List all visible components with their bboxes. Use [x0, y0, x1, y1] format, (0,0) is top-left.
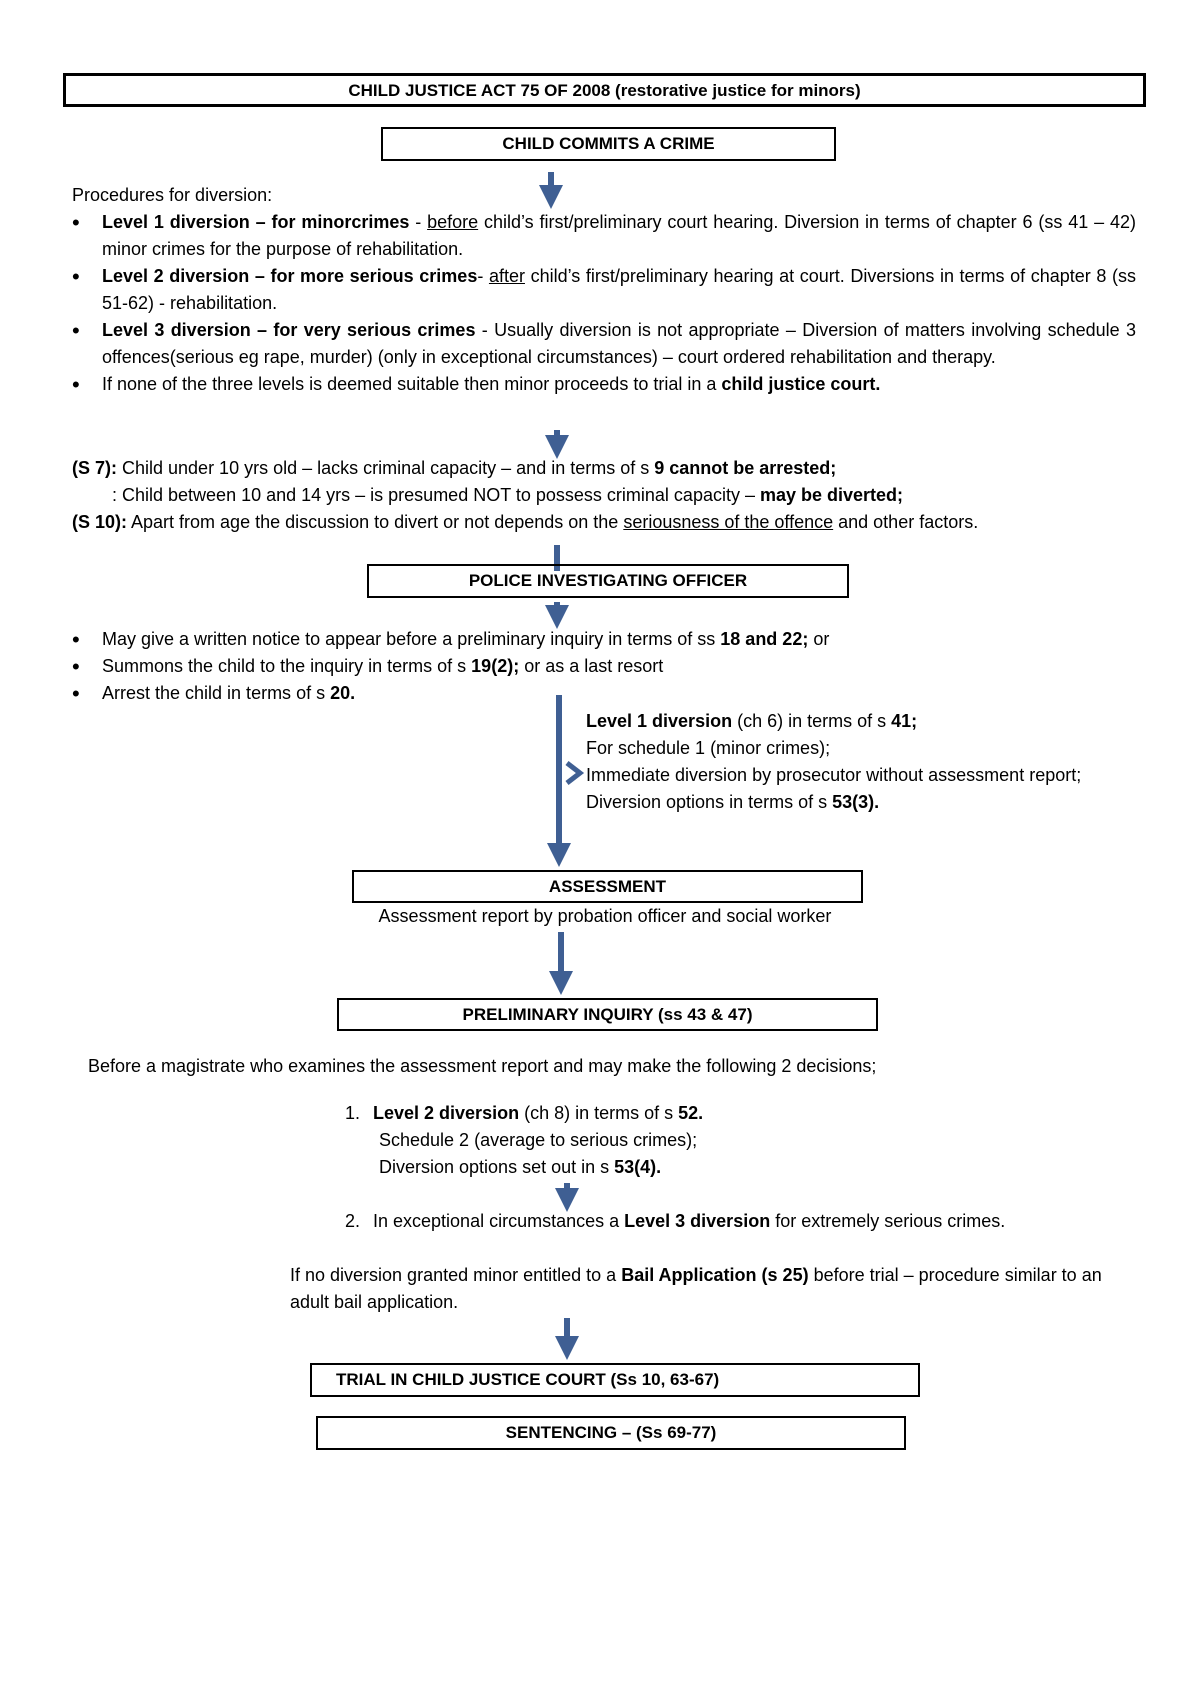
- written-notice-end: or: [808, 629, 830, 649]
- box-trial: [310, 1363, 920, 1397]
- decision-1-section: 52.: [678, 1103, 704, 1123]
- box-police-investigating-officer: [367, 564, 849, 598]
- arrest-text: Arrest the child in terms of s: [102, 683, 331, 703]
- s10-underlined: seriousness of the offence: [623, 512, 834, 532]
- magistrate-intro: Before a magistrate who examines the assessment report and may make the following 2 decisions;: [88, 1056, 877, 1076]
- s10-label: (S 10):: [72, 512, 128, 532]
- s7b-line: [72, 482, 1136, 509]
- box-child-commits-crime: [381, 127, 836, 161]
- level-1-note: [586, 708, 1106, 816]
- box-sentencing: [316, 1416, 906, 1450]
- level-1-note-title: Level 1 diversion: [586, 711, 733, 731]
- level-1-sep: -: [409, 212, 428, 232]
- decision-1-line-2: Schedule 2 (average to serious crimes);: [379, 1130, 698, 1150]
- s10-line: [72, 509, 1136, 536]
- level-1-title: Level 1 diversion – for minorcrimes: [102, 212, 410, 232]
- level-2-text: child’s first/preliminary hearing at court. Diversions in terms of chapter 8 (ss 51-62) - rehabilitation.: [102, 266, 1137, 313]
- chevron-right-icon: [567, 763, 580, 783]
- level-2-after: after: [488, 266, 525, 286]
- decision-1: [345, 1100, 1125, 1127]
- level-1-note-line-2: For schedule 1 (minor crimes);: [586, 738, 831, 758]
- box-trial-text: TRIAL IN CHILD JUSTICE COURT (Ss 10, 63-67): [336, 1370, 720, 1389]
- s10-text: Apart from age the discussion to divert or not depends on the: [127, 512, 624, 532]
- level-3-text: - Usually diversion is not appropriate – Diversion of matters involving schedule 3 offences(serious eg rape, murder) (only in exceptional circumstances) – court ordered rehabilitation and therapy.: [102, 320, 1137, 367]
- procedures-heading: Procedures for diversion:: [72, 185, 273, 205]
- decisions-list: [345, 1100, 1125, 1235]
- level-1-note-line-4: [586, 789, 1106, 816]
- decision-2-number: 2.: [345, 1211, 361, 1231]
- page-title: [63, 73, 1146, 107]
- summons-end: or as a last resort: [519, 656, 664, 676]
- level-2-sep: -: [477, 266, 489, 286]
- level-1-note-options: Diversion options in terms of s: [586, 792, 833, 812]
- summons-section: 19(2);: [471, 656, 520, 676]
- list-item-summons: [72, 653, 1136, 680]
- list-item-none-suitable: [72, 371, 1136, 398]
- list-item-level-2: [72, 263, 1136, 317]
- box-assessment-text: ASSESSMENT: [548, 877, 667, 896]
- none-suitable-text: If none of the three levels is deemed suitable then minor proceeds to trial in a: [102, 374, 722, 394]
- s7b-bold: may be diverted;: [759, 485, 904, 505]
- procedures-section: [72, 182, 1136, 398]
- decision-2: [345, 1208, 1125, 1235]
- summons-text: Summons the child to the inquiry in terms of s: [102, 656, 472, 676]
- decision-1-mid: (ch 8) in terms of s: [519, 1103, 679, 1123]
- arrest-section: 20.: [330, 683, 356, 703]
- decision-2-text: In exceptional circumstances a: [373, 1211, 625, 1231]
- s7-bold: 9 cannot be arrested;: [654, 458, 837, 478]
- list-item-arrest: [72, 680, 1136, 707]
- decision-2-end: for extremely serious crimes.: [770, 1211, 1006, 1231]
- s7-label: (S 7):: [72, 458, 117, 478]
- decision-1-title: Level 2 diversion: [373, 1103, 520, 1123]
- s7b-text: : Child between 10 and 14 yrs – is presumed NOT to possess criminal capacity –: [112, 485, 760, 505]
- level-1-note-line-1: [586, 708, 1106, 735]
- level-1-note-mid: (ch 6) in terms of s: [732, 711, 892, 731]
- box-assessment: [352, 870, 863, 903]
- police-actions: [72, 626, 1136, 707]
- level-2-title: Level 2 diversion – for more serious crimes: [102, 266, 478, 286]
- decision-1-options-section: 53(4).: [614, 1157, 662, 1177]
- box-police-text: POLICE INVESTIGATING OFFICER: [468, 571, 748, 590]
- box-child-commits-crime-text: CHILD COMMITS A CRIME: [502, 134, 715, 153]
- s7-text: Child under 10 yrs old – lacks criminal capacity – and in terms of s: [117, 458, 655, 478]
- box-preliminary-text: PRELIMINARY INQUIRY (ss 43 & 47): [462, 1005, 753, 1024]
- written-notice-sections: 18 and 22;: [720, 629, 809, 649]
- level-1-note-options-section: 53(3).: [832, 792, 880, 812]
- assessment-note: Assessment report by probation officer and social worker: [378, 906, 832, 926]
- bail-application-term: Bail Application (s 25): [621, 1265, 809, 1285]
- s7-line: [72, 455, 1136, 482]
- bail-end: before trial – procedure similar to an adult bail application.: [290, 1265, 1102, 1312]
- list-item-level-3: [72, 317, 1136, 371]
- box-preliminary-inquiry: [337, 998, 878, 1031]
- list-item-level-1: [72, 209, 1136, 263]
- bail-note: [290, 1262, 1120, 1316]
- level-1-before: before: [427, 212, 479, 232]
- level-1-note-line-3: Immediate diversion by prosecutor without assessment report;: [586, 765, 1082, 785]
- list-item-written-notice: [72, 626, 1136, 653]
- box-sentencing-text: SENTENCING – (Ss 69-77): [505, 1423, 717, 1442]
- decision-1-number: 1.: [345, 1103, 361, 1123]
- level-1-note-section: 41;: [891, 711, 918, 731]
- level-1-text: child’s first/preliminary court hearing. Diversion in terms of chapter 6 (ss 41 – 42) minor crimes for the purpose of rehabilitation.: [102, 212, 1136, 259]
- page-title-text: CHILD JUSTICE ACT 75 OF 2008 (restorative justice for minors): [348, 81, 861, 100]
- written-notice-text: May give a written notice to appear before a preliminary inquiry in terms of ss: [102, 629, 721, 649]
- decision-1-options: Diversion options set out in s: [379, 1157, 615, 1177]
- age-sections: [72, 455, 1136, 536]
- decision-1-line-3: [345, 1154, 1125, 1181]
- child-justice-court-term: child justice court.: [721, 374, 881, 394]
- level-3-title: Level 3 diversion – for very serious crimes: [102, 320, 476, 340]
- s10-end: and other factors.: [833, 512, 979, 532]
- bail-text: If no diversion granted minor entitled to a: [290, 1265, 622, 1285]
- decision-2-title: Level 3 diversion: [624, 1211, 771, 1231]
